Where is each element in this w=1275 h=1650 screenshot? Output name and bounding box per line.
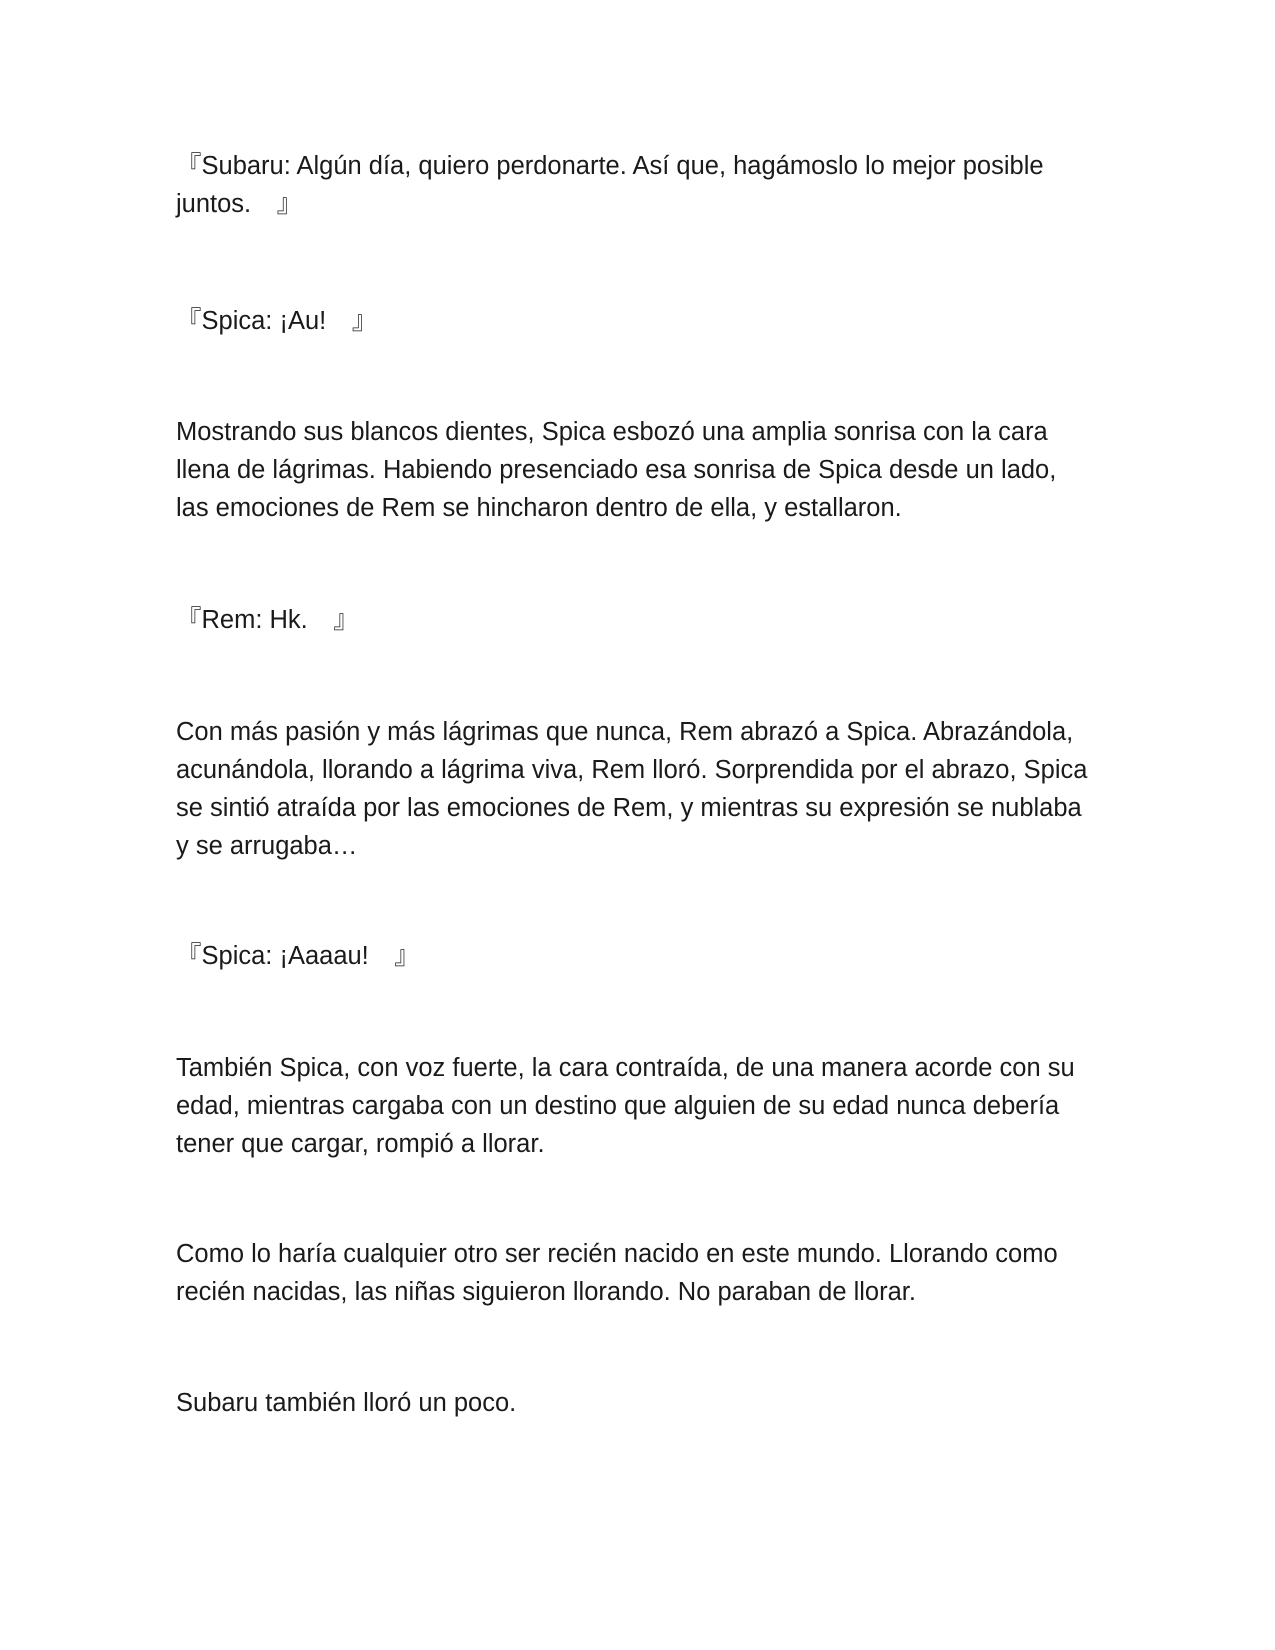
dialogue-subaru: 『Subaru: Algún día, quiero perdonarte. Así que, hagámoslo lo mejor posible juntos. 』 <box>176 152 1044 218</box>
dialogue-rem: 『Rem: Hk. 』 <box>176 606 359 634</box>
dialogue-spica-aaaau: 『Spica: ¡Aaaau! 』 <box>176 942 420 970</box>
narration-paragraph-subaru: Subaru también lloró un poco. <box>176 1389 517 1417</box>
narration-paragraph-spica-cries: También Spica, con voz fuerte, la cara contraída, de una manera acorde con su edad, mientras cargaba con un destino que alguien de su edad nunca debería tener que cargar, rompió a llorar. <box>176 1054 1075 1158</box>
narration-paragraph-smile: Mostrando sus blancos dientes, Spica esbozó una amplia sonrisa con la cara llena de lágrimas. Habiendo presenciado esa sonrisa de Spica desde un lado, las emociones de Rem se hincharon dentro de ella, y estallaron. <box>176 418 1057 522</box>
narration-paragraph-embrace: Con más pasión y más lágrimas que nunca, Rem abrazó a Spica. Abrazándola, acunándola, llorando a lágrima viva, Rem lloró. Sorprendida por el abrazo, Spica se sintió atraída por las emociones de Rem, y mientras su expresión se nublaba y se arrugaba… <box>176 718 1088 860</box>
narration-paragraph-newborns: Como lo haría cualquier otro ser recién nacido en este mundo. Llorando como recién nacidas, las niñas siguieron llorando. No paraban de llorar. <box>176 1240 1058 1306</box>
dialogue-spica-au: 『Spica: ¡Au! 』 <box>176 307 378 335</box>
